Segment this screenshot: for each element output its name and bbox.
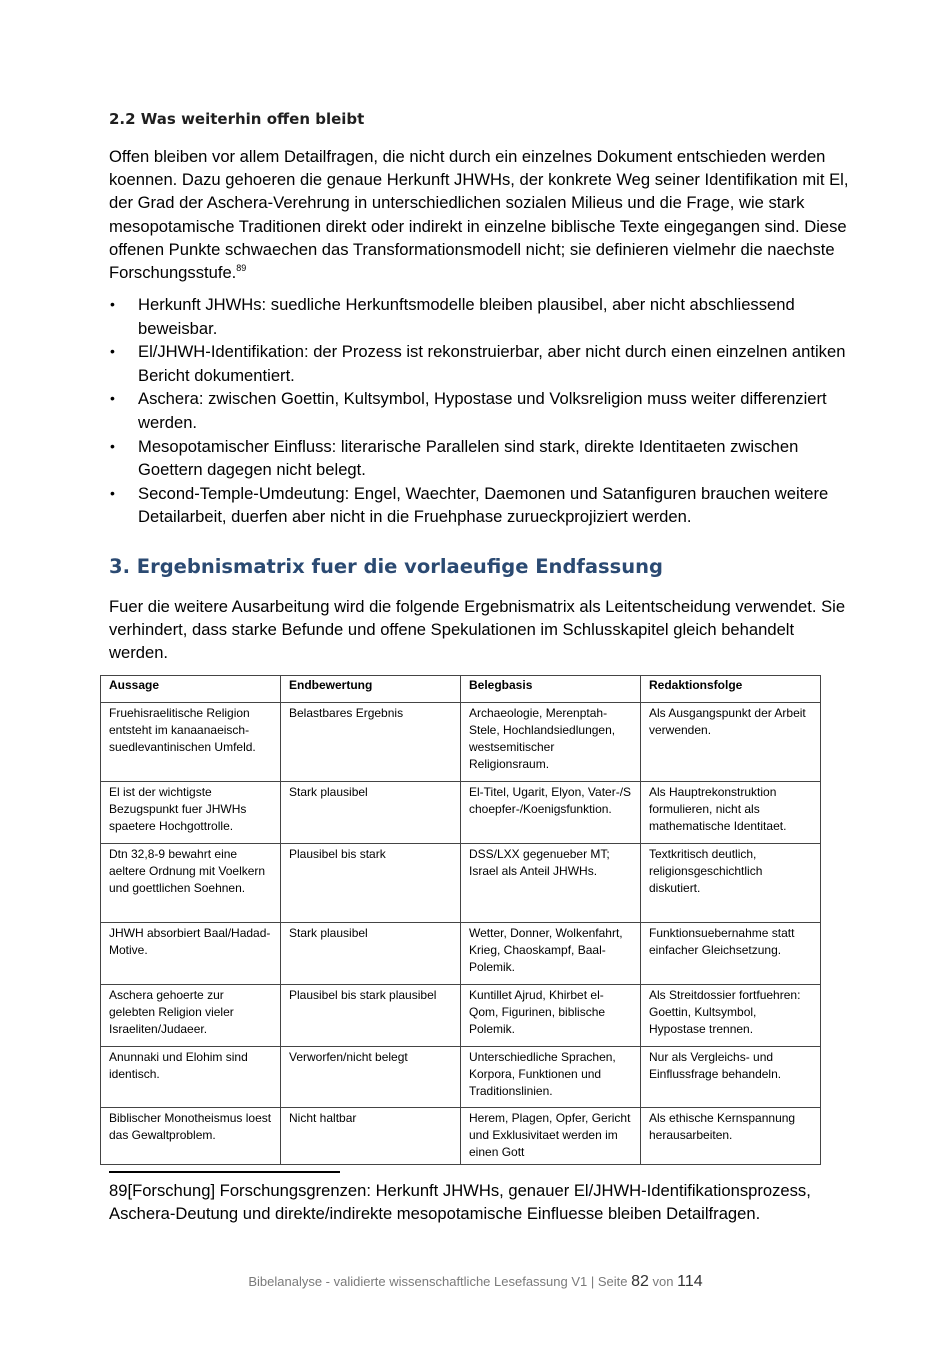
footer-doc-label: Bibelanalyse - validierte wissenschaftliche Lesefassung V1 | Seite: [248, 1274, 628, 1289]
bullet-marker: •: [110, 484, 115, 501]
table-cell: Wetter, Donner, Wolkenfahrt, Krieg, Chaoskampf, Baal-Polemik.: [461, 923, 641, 985]
table-cell: Unterschiedliche Sprachen, Korpora, Funktionen und Traditionslinien.: [461, 1047, 641, 1108]
column-header-belegbasis: Belegbasis: [461, 676, 641, 703]
table-cell: El ist der wichtigste Bezugspunkt fuer JHWHs spaetere Hochgottrolle.: [101, 782, 281, 844]
table-cell: Plausibel bis stark plausibel: [281, 985, 461, 1047]
list-item: [109, 482, 849, 529]
table-cell: DSS/LXX gegenueber MT; Israel als Anteil JHWHs.: [461, 844, 641, 923]
footnote-separator: [109, 1171, 340, 1173]
section-heading-3: 3. Ergebnismatrix fuer die vorlaeufige Endfassung: [109, 555, 663, 578]
open-questions-list: [109, 293, 849, 529]
section-3-paragraph: Fuer die weitere Ausarbeitung wird die folgende Ergebnismatrix als Leitentscheidung verwendet. Sie verhindert, dass starke Befunde und offene Spekulationen im Schlusskapitel gleich behandelt werden.: [109, 597, 846, 663]
table-row: [101, 844, 821, 923]
bullet-marker: •: [110, 343, 115, 360]
column-header-endbewertung: Endbewertung: [281, 676, 461, 703]
bullet-marker: •: [110, 296, 115, 312]
table-cell: Funktionsuebernahme statt einfacher Gleichsetzung.: [641, 923, 821, 985]
page-footer: [0, 1273, 951, 1291]
table-row: [101, 1047, 821, 1108]
list-item-text: El/JHWH-Identifikation: der Prozess ist rekonstruierbar, aber nicht durch einen einzelnen antiken Bericht dokumentiert.: [138, 342, 846, 385]
table-cell: Biblischer Monotheismus loest das Gewaltproblem.: [101, 1108, 281, 1165]
table-header-row: [101, 676, 821, 703]
table-row: [101, 923, 821, 985]
column-header-redaktionsfolge: Redaktionsfolge: [641, 676, 821, 703]
table-row: [101, 985, 821, 1047]
table-cell: Verworfen/nicht belegt: [281, 1047, 461, 1108]
table-cell: Als Ausgangspunkt der Arbeit verwenden.: [641, 703, 821, 782]
bullet-marker: •: [110, 390, 115, 407]
table-cell: Nicht haltbar: [281, 1108, 461, 1165]
table-cell: Plausibel bis stark: [281, 844, 461, 923]
column-header-aussage: Aussage: [101, 676, 281, 703]
footnote-reference: 89: [236, 263, 247, 274]
table-cell: Kuntillet Ajrud, Khirbet el-Qom, Figurinen, biblische Polemik.: [461, 985, 641, 1047]
table-cell: Fruehisraelitische Religion entsteht im kanaanaeisch-suedlevantinischen Umfeld.: [101, 703, 281, 782]
footer-page-number: 82: [631, 1273, 649, 1290]
list-item-text: Mesopotamischer Einfluss: literarische Parallelen sind stark, direkte Identitaeten zwischen Goettern dagegen nicht belegt.: [138, 436, 799, 480]
table-cell: Stark plausibel: [281, 782, 461, 844]
table-cell: Als ethische Kernspannung herausarbeiten.: [641, 1108, 821, 1165]
table-cell: Als Streitdossier fortfuehren: Goettin, Kultsymbol, Hypostase trennen.: [641, 985, 821, 1047]
table-cell: Nur als Vergleichs- und Einflussfrage behandeln.: [641, 1047, 821, 1108]
table-row: [101, 1108, 821, 1165]
table-cell: Als Hauptrekonstruktion formulieren, nicht als mathematische Identitaet.: [641, 782, 821, 844]
list-item: [109, 435, 849, 482]
table-row: [101, 703, 821, 782]
list-item: [109, 340, 849, 387]
table-cell: Archaeologie, Merenptah-Stele, Hochlandsiedlungen, westsemitischer Religionsraum.: [461, 703, 641, 782]
table-cell: Aschera gehoerte zur gelebten Religion vieler Israeliten/Judaeer.: [101, 985, 281, 1047]
table-cell: Stark plausibel: [281, 923, 461, 985]
list-item: [109, 387, 849, 434]
results-matrix-table: [100, 675, 821, 1165]
table-cell: JHWH absorbiert Baal/Hadad-Motive.: [101, 923, 281, 985]
footer-total-pages: 114: [677, 1273, 703, 1290]
table-cell: Belastbares Ergebnis: [281, 703, 461, 782]
footer-of-label: von: [652, 1274, 674, 1289]
table-cell: Anunnaki und Elohim sind identisch.: [101, 1047, 281, 1108]
list-item-text: Second-Temple-Umdeutung: Engel, Waechter, Daemonen und Satanfiguren brauchen weitere Detailarbeit, duerfen aber nicht in die Fruehphase zurueckprojiziert werden.: [138, 483, 829, 527]
bullet-marker: •: [110, 437, 115, 454]
list-item-text: Herkunft JHWHs: suedliche Herkunftsmodelle bleiben plausibel, aber nicht abschliessend beweisbar.: [138, 295, 795, 338]
list-item: [109, 293, 849, 340]
table-cell: Herem, Plagen, Opfer, Gericht und Exklusivitaet werden im einen Gott: [461, 1108, 641, 1165]
list-item-text: Aschera: zwischen Goettin, Kultsymbol, Hypostase und Volksreligion muss weiter differenziert werden.: [138, 389, 827, 432]
paragraph-text: Offen bleiben vor allem Detailfragen, die nicht durch ein einzelnes Dokument entschieden werden koennen. Dazu gehoeren die genaue Herkunft JHWHs, der konkrete Weg seiner Identifikation mit El, der Grad der Aschera-Verehrung in unterschiedlichen sozialen Milieus und die Frage, wie stark mesopotamische Traditionen direkt oder indirekt in einzelne biblische Texte eingegangen sind. Diese offenen Punkte schwaechen das Transformationsmodell nicht; sie definieren vielmehr die naechste Forschungsstufe.: [109, 147, 849, 283]
table-cell: El-Titel, Ugarit, Elyon, Vater-/Schoepfer-/Koenigsfunktion.: [461, 782, 641, 844]
footnote-89: 89[Forschung] Forschungsgrenzen: Herkunft JHWHs, genauer El/JHWH-Identifikationsprozess, Aschera-Deutung und direkte/indirekte mesopotamische Einfluesse bleiben Detailfragen.: [109, 1181, 811, 1224]
section-2-2-paragraph: [109, 145, 849, 284]
table-row: [101, 782, 821, 844]
table-cell: Dtn 32,8-9 bewahrt eine aeltere Ordnung mit Voelkern und goettlichen Soehnen.: [101, 844, 281, 923]
table-cell: Textkritisch deutlich, religionsgeschichtlich diskutiert.: [641, 844, 821, 923]
section-heading-2-2: 2.2 Was weiterhin offen bleibt: [109, 110, 365, 128]
